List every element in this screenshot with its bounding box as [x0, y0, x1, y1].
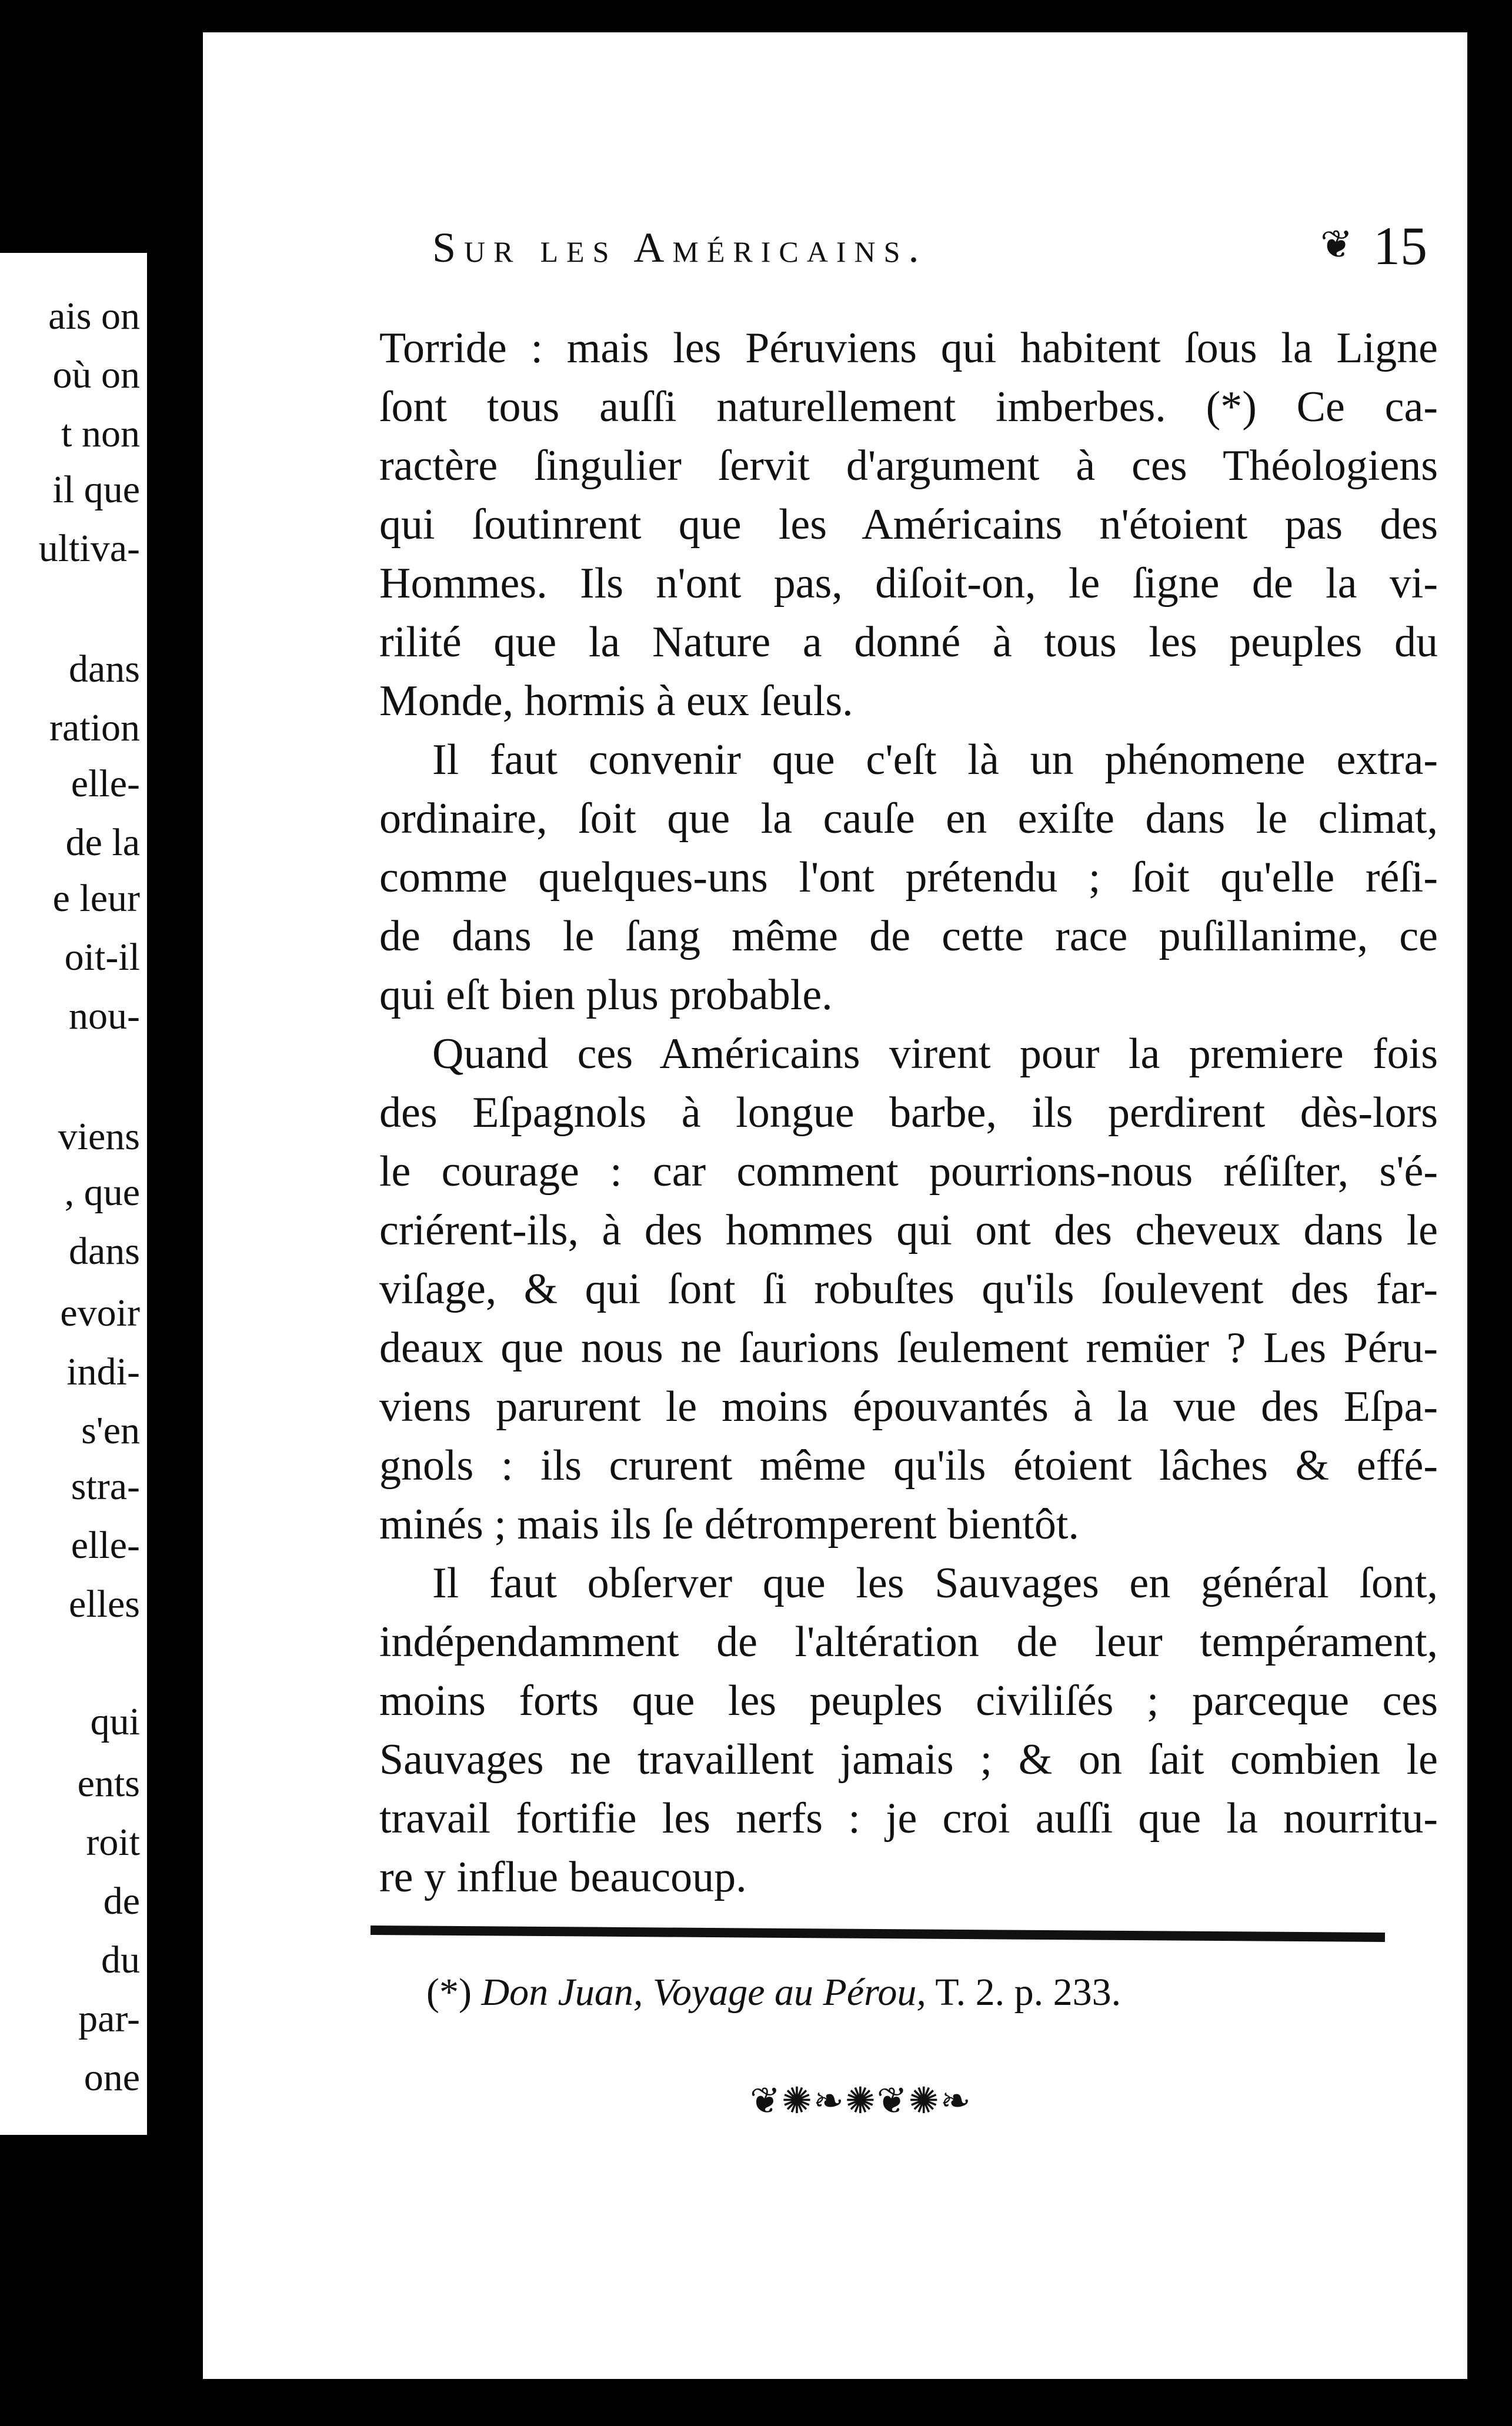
left-page-text-fragment: ents	[77, 1762, 140, 1805]
body-line: Il faut obſerver que les Sauvages en général ſont,	[432, 1559, 1438, 1607]
body-line: Torride : mais les Péruviens qui habitent ſous la Ligne	[379, 324, 1438, 372]
left-page-text-fragment: indi-	[66, 1350, 140, 1393]
left-page-text-fragment: viens	[58, 1115, 140, 1158]
fleuron-ornament: ❦✺❧✺❦✺❧	[750, 2079, 972, 2122]
footnote-work: Voyage au Pérou,	[652, 1971, 926, 2014]
body-line: criérent-ils, à des hommes qui ont des cheveux dans le	[379, 1206, 1438, 1254]
page-number: 15	[1373, 216, 1427, 276]
left-page-text-fragment: dans	[69, 1230, 140, 1273]
left-page-fragment	[0, 253, 147, 2135]
left-page-text-fragment: elle-	[71, 762, 140, 805]
left-page-text-fragment: elles	[69, 1583, 140, 1626]
body-line: travail fortifie les nerfs : je croi auſſi que la nourritu-	[379, 1794, 1438, 1843]
left-page-text-fragment: de	[103, 1880, 140, 1923]
body-line: deaux que nous ne ſaurions ſeulement remüer ? Les Péru-	[379, 1324, 1438, 1372]
running-head-title: Sur les Américains.	[432, 224, 927, 271]
left-page-text-fragment: oit-il	[64, 936, 140, 979]
left-page-text-fragment: où on	[52, 353, 140, 396]
body-line: minés ; mais ils ſe détromperent bientôt.	[379, 1500, 1079, 1549]
body-line: Il faut convenir que c'eſt là un phénomene extra-	[432, 736, 1438, 784]
left-page-text-fragment: t non	[61, 412, 140, 455]
body-line: Sauvages ne travaillent jamais ; & on ſait combien le	[379, 1736, 1438, 1784]
body-line: Monde, hormis à eux ſeuls.	[379, 677, 853, 725]
left-page-text-fragment: ais on	[48, 295, 140, 338]
footnote-marker: (*)	[426, 1971, 472, 2014]
body-line: qui ſoutinrent que les Américains n'étoient pas des	[379, 500, 1438, 549]
body-line: comme quelques-uns l'ont prétendu ; ſoit qu'elle réſi-	[379, 853, 1438, 902]
left-page-text-fragment: il que	[52, 468, 140, 511]
body-line: indépendamment de l'altération de leur tempérament,	[379, 1618, 1438, 1666]
body-line: viſage, & qui ſont ſi robuſtes qu'ils ſoulevent des far-	[379, 1265, 1438, 1313]
left-page-text-fragment: , que	[64, 1171, 140, 1214]
left-page-text-fragment: s'en	[81, 1409, 140, 1452]
left-page-text-fragment: roit	[86, 1821, 140, 1864]
body-line: le courage : car comment pourrions-nous réſiſter, s'é-	[379, 1147, 1438, 1196]
left-page-text-fragment: du	[101, 1938, 140, 1981]
footnote-ref: T. 2. p. 233.	[935, 1971, 1122, 2014]
left-page-text-fragment: stra-	[71, 1465, 140, 1508]
left-page-text-fragment: nou-	[69, 995, 140, 1037]
footnote-rule	[371, 1926, 1385, 1942]
body-line: ordinaire, ſoit que la cauſe en exiſte dans le climat,	[379, 795, 1438, 843]
book-gutter	[147, 0, 203, 2426]
footnote-author: Don Juan,	[481, 1971, 643, 2014]
left-page-text-fragment: dans	[69, 648, 140, 690]
body-line: gnols : ils crurent même qu'ils étoient lâches & effé-	[379, 1441, 1438, 1490]
body-line: re y influe beaucoup.	[379, 1853, 747, 1901]
body-line: ſont tous auſſi naturellement imberbes. (*) Ce ca-	[379, 383, 1438, 431]
body-line: ractère ſingulier ſervit d'argument à ces Théologiens	[379, 442, 1438, 490]
body-line: de dans le ſang même de cette race puſillanime, ce	[379, 912, 1438, 960]
left-page-text-fragment: e leur	[52, 877, 140, 920]
page	[203, 32, 1467, 2379]
left-page-text-fragment: qui	[90, 1700, 140, 1743]
left-page-text-fragment: evoir	[60, 1292, 140, 1334]
running-head	[432, 209, 1456, 297]
body-line: Hommes. Ils n'ont pas, diſoit-on, le ſigne de la vi-	[379, 559, 1438, 608]
body-line: Quand ces Américains virent pour la premiere fois	[432, 1030, 1438, 1078]
footnote	[426, 1970, 1121, 2015]
left-page-text-fragment: ultiva-	[38, 527, 140, 570]
left-page-text-fragment: de la	[65, 821, 140, 864]
left-page-text-fragment: elle-	[71, 1524, 140, 1567]
body-line: qui eſt bien plus probable.	[379, 971, 833, 1019]
left-page-text-fragment: one	[84, 2056, 140, 2099]
body-line: moins forts que les peuples civiliſés ; parceque ces	[379, 1677, 1438, 1725]
body-line: des Eſpagnols à longue barbe, ils perdirent dès-lors	[379, 1089, 1438, 1137]
left-page-text-fragment: par-	[78, 1997, 140, 2040]
body-line: rilité que la Nature a donné à tous les peuples du	[379, 618, 1438, 666]
left-page-text-fragment: ration	[49, 706, 140, 749]
body-line: viens parurent le moins épouvantés à la vue des Eſpa-	[379, 1383, 1438, 1431]
ornament-icon: ❦	[1320, 222, 1353, 267]
